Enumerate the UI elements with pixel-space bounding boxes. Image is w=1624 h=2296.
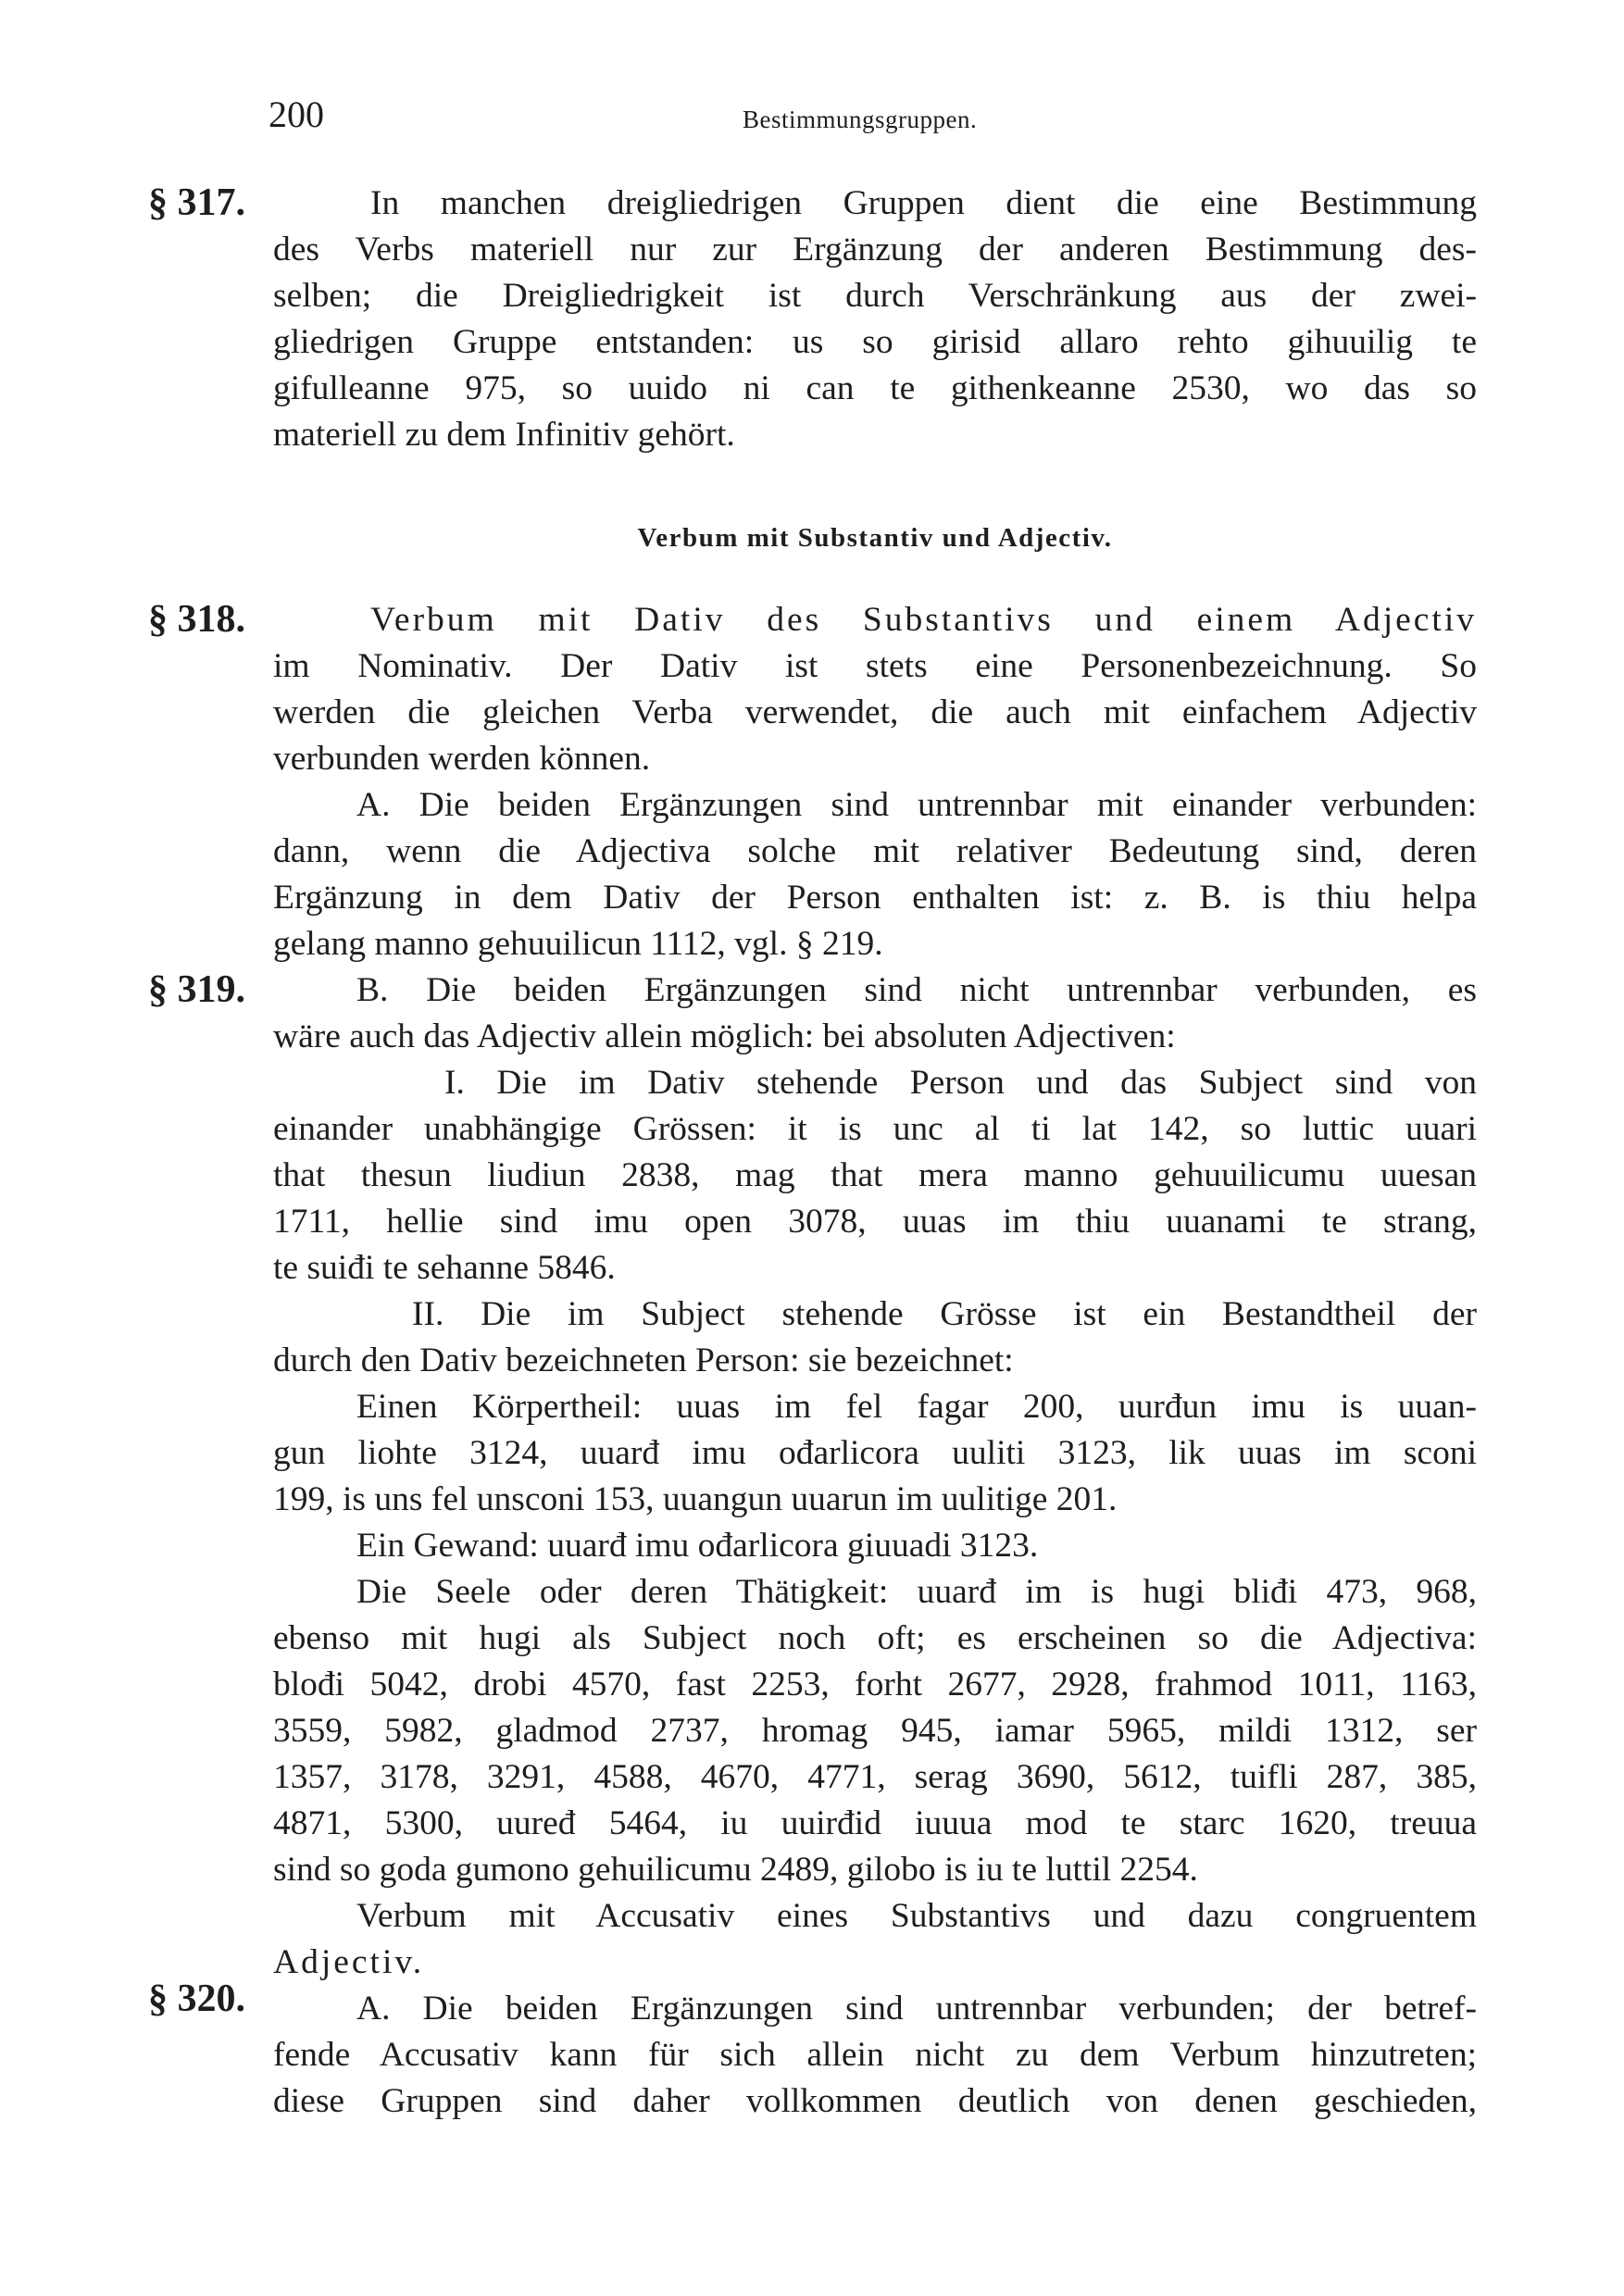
text-line: A. Die beiden Ergänzungen sind untrennbar verbunden; der betref- [356,1990,1477,2028]
text-line: selben; die Dreigliedrigkeit ist durch Verschränkung aus der zwei- [273,277,1477,315]
text-line: Adjectiv. [273,1943,425,1981]
text-line: I. Die im Dativ stehende Person und das Subject sind von [444,1064,1477,1102]
text-line: Ergänzung in dem Dativ der Person enthalten ist: z. B. is thiu helpa [273,879,1477,917]
text-line: A. Die beiden Ergänzungen sind untrennbar mit einander verbunden: [356,786,1477,824]
page-number: 200 [269,94,324,135]
text-line: wäre auch das Adjectiv allein möglich: bei absoluten Adjectiven: [273,1017,1176,1055]
text-line: werden die gleichen Verba verwendet, die auch mit einfachem Adjectiv [273,693,1477,731]
text-line: dann, wenn die Adjectiva solche mit relativer Bedeutung sind, deren [273,832,1477,870]
text-line: 4871, 5300, uuređ 5464, iu uuirđid iuuua mod te starc 1620, treuua [273,1804,1477,1842]
text-line: In manchen dreigliedrigen Gruppen dient die eine Bestimmung [370,184,1477,222]
text-line: gun liohte 3124, uuarđ imu ođarlicora uuliti 3123, lik uuas im sconi [273,1434,1477,1472]
text-line: gifulleanne 975, so uuido ni can te githenkeanne 2530, wo das so [273,369,1477,407]
text-line: II. Die im Subject stehende Grösse ist ein Bestandtheil der [412,1295,1477,1333]
running-title: Bestimmungsgruppen. [743,106,978,133]
text-line: verbunden werden können. [273,740,651,778]
text-line: gliedrigen Gruppe entstanden: us so girisid allaro rehto gihuuilig te [273,323,1477,361]
text-line: Einen Körpertheil: uuas im fel fagar 200, uurđun imu is uuan- [356,1388,1477,1426]
text-line: Verbum mit Accusativ eines Substantivs und dazu congruentem [356,1897,1477,1935]
text-line: that thesun liudiun 2838, mag that mera manno gehuuilicumu uuesan [273,1156,1477,1194]
text-line: 1711, hellie sind imu open 3078, uuas im thiu uuanami te strang, [273,1203,1477,1241]
text-line: einander unabhängige Grössen: it is unc al ti lat 142, so luttic uuari [273,1110,1477,1148]
text-line: materiell zu dem Infinitiv gehört. [273,416,735,454]
running-head [269,93,1037,139]
section-mark-320: § 320. [148,1978,245,2020]
text-line: ebenso mit hugi als Subject noch oft; es erscheinen so die Adjectiva: [273,1619,1477,1657]
section-mark-317: § 317. [148,181,245,224]
section-mark-319: § 319. [148,968,245,1011]
text-line: B. Die beiden Ergänzungen sind nicht untrennbar verbunden, es [356,971,1477,1009]
text-line: sind so goda gumono gehuilicumu 2489, gilobo is iu te luttil 2254. [273,1851,1198,1889]
text-line: gelang manno gehuuilicun 1112, vgl. § 219. [273,925,883,963]
text-line: 3559, 5982, gladmod 2737, hromag 945, iamar 5965, mildi 1312, ser [273,1712,1477,1750]
text-line: im Nominativ. Der Dativ ist stets eine Personenbezeichnung. So [273,647,1477,685]
text-line: 1357, 3178, 3291, 4588, 4670, 4771, serag 3690, 5612, tuifli 287, 385, [273,1758,1477,1796]
text-line: fende Accusativ kann für sich allein nicht zu dem Verbum hinzutreten; [273,2036,1477,2074]
text-line: durch den Dativ bezeichneten Person: sie bezeichnet: [273,1341,1014,1379]
text-line: diese Gruppen sind daher vollkommen deutlich von denen geschieden, [273,2082,1477,2120]
section-mark-318: § 318. [148,598,245,641]
section-heading: Verbum mit Substantiv und Adjectiv. [637,523,1113,553]
text-line: blođi 5042, drobi 4570, fast 2253, forht 2677, 2928, frahmod 1011, 1163, [273,1666,1477,1703]
text-line: Ein Gewand: uuarđ imu ođarlicora giuuadi 3123. [356,1527,1039,1565]
text-line: Die Seele oder deren Thätigkeit: uuarđ im is hugi bliđi 473, 968, [356,1573,1477,1611]
text-line: te suiđi te sehanne 5846. [273,1249,616,1287]
text-line: 199, is uns fel unsconi 153, uuangun uuarun im uulitige 201. [273,1480,1118,1518]
text-line: Verbum mit Dativ des Substantivs und einem Adjectiv [370,601,1477,639]
text-line: des Verbs materiell nur zur Ergänzung der anderen Bestimmung des- [273,231,1477,268]
